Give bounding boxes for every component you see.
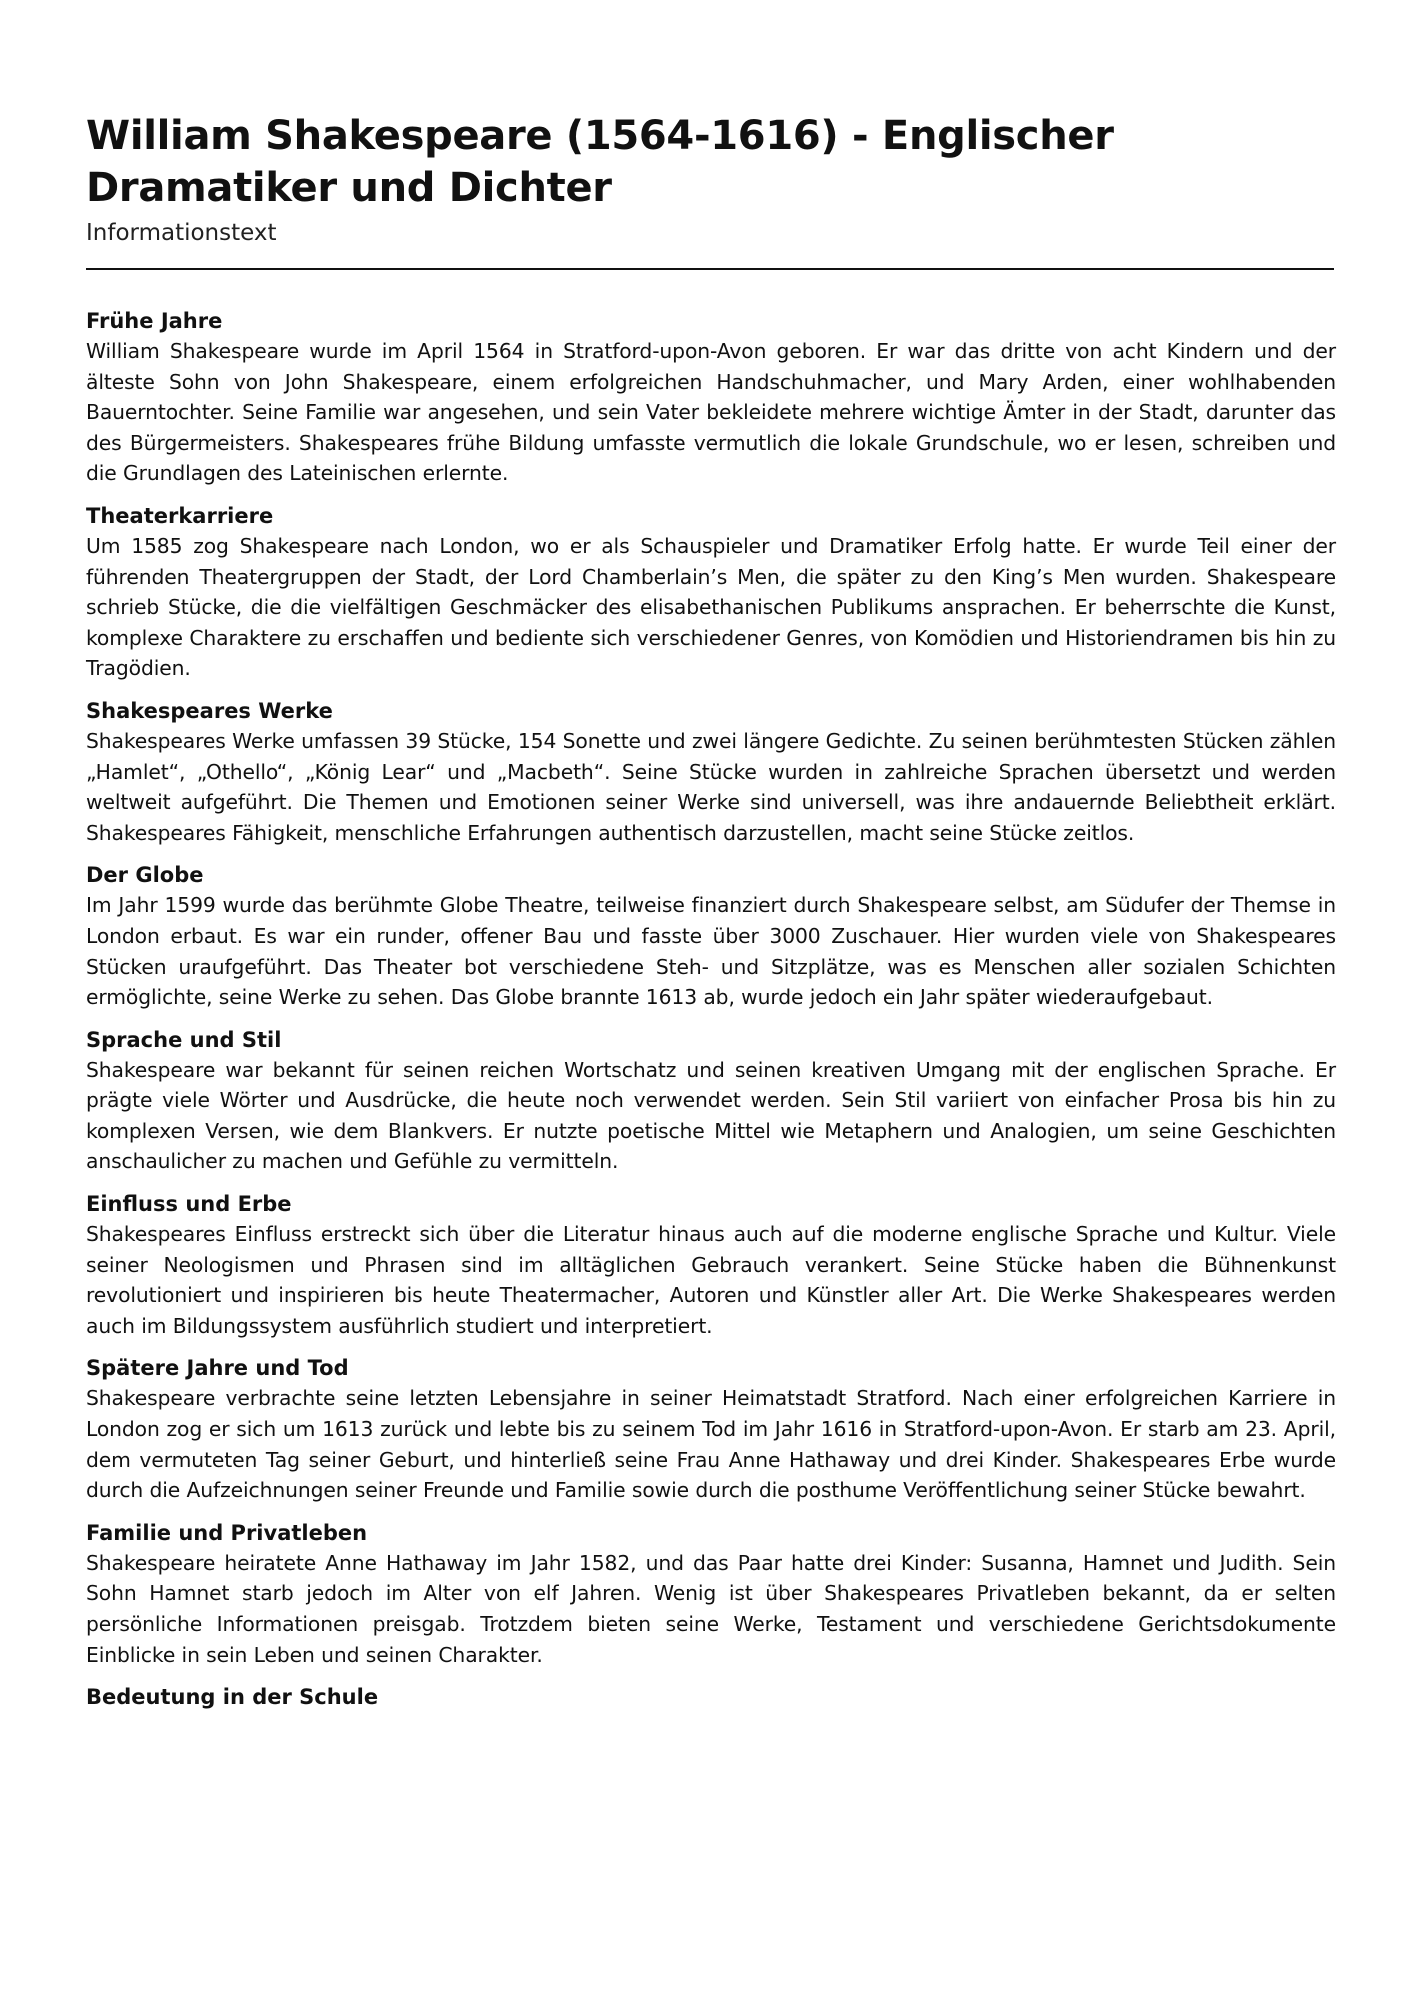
section-heading: Familie und Privatleben [86,1520,368,1545]
title-divider [86,268,1334,270]
section-body: William Shakespeare wurde im April 1564 in Stratford-upon-Avon geboren. Er war das dritte von acht Kindern und der älteste Sohn von John Shakespeare, einem erfolgreichen Handschuhmacher, und Mary Arden, einer wohlhabenden Bauerntochter. Seine Familie war angesehen, und sein Vater bekleidete mehrere wichtige Ämter in der Stadt, darunter das des Bürgermeisters. Shakespeares frühe Bildung umfasste vermutlich die lokale Grundschule, wo er lesen, schreiben und die Grundlagen des Lateinischen erlernte. [86,339,1336,486]
section-heading: Sprache und Stil [86,1027,282,1052]
section-bedeutung-schule [86,1682,1336,1712]
section-globe [86,860,1336,1012]
document-title: William Shakespeare (1564-1616) - Englischer Dramatiker und Dichter [86,113,1114,211]
section-heading: Einfluss und Erbe [86,1192,292,1217]
section-werke [86,696,1336,848]
section-body: Shakespeare verbrachte seine letzten Lebensjahre in seiner Heimatstadt Stratford. Nach einer erfolgreichen Karriere in London zog er sich um 1613 zurück und lebte bis zu seinem Tod im Jahr 1616 in Stratford-upon-Avon. Er starb am 23. April, dem vermuteten Tag seiner Geburt, und hinterließ seine Frau Anne Hathaway und drei Kinder. Shakespeares Erbe wurde durch die Aufzeichnungen seiner Freunde und Familie sowie durch die posthume Veröffentlichung seiner Stücke bewahrt. [86,1386,1336,1503]
section-theaterkarriere [86,501,1336,684]
section-body: Shakespeares Einfluss erstreckt sich über die Literatur hinaus auch auf die moderne englische Sprache und Kultur. Viele seiner Neologismen und Phrasen sind im alltäglichen Gebrauch verankert. Seine Stücke haben die Bühnenkunst revolutioniert und inspirieren bis heute Theatermacher, Autoren und Künstler aller Art. Die Werke Shakespeares werden auch im Bildungssystem ausführlich studiert und interpretiert. [86,1222,1336,1338]
section-body: Im Jahr 1599 wurde das berühmte Globe Theatre, teilweise finanziert durch Shakespeare selbst, am Südufer der Themse in London erbaut. Es war ein runder, offener Bau und fasste über 3000 Zuschauer. Hier wurden viele von Shakespeares Stücken uraufgeführt. Das Theater bot verschiedene Steh- und Sitzplätze, was es Menschen aller sozialen Schichten ermöglichte, seine Werke zu sehen. Das Globe brannte 1613 ab, wurde jedoch ein Jahr später wiederaufgebaut. [86,893,1336,1010]
section-familie [86,1518,1336,1670]
section-heading: Spätere Jahre und Tod [86,1356,349,1381]
section-body: Shakespeare heiratete Anne Hathaway im Jahr 1582, und das Paar hatte drei Kinder: Susanna, Hamnet und Judith. Sein Sohn Hamnet starb jedoch im Alter von elf Jahren. Wenig ist über Shakespeares Privatleben bekannt, da er selten persönliche Informationen preisgab. Trotzdem bieten seine Werke, Testament und verschiedene Gerichtsdokumente Einblicke in sein Leben und seinen Charakter. [86,1550,1336,1667]
section-body: Shakespeare war bekannt für seinen reichen Wortschatz und seinen kreativen Umgang mit der englischen Sprache. Er prägte viele Wörter und Ausdrücke, die heute noch verwendet werden. Sein Stil variiert von einfacher Prosa bis hin zu komplexen Versen, wie dem Blankvers. Er nutzte poetische Mittel wie Metaphern und Analogien, um seine Geschichten anschaulicher zu machen und Gefühle zu vermitteln. [86,1057,1336,1174]
section-body: Shakespeares Werke umfassen 39 Stücke, 154 Sonette und zwei längere Gedichte. Zu seinen berühmtesten Stücken zählen „Hamlet“, „Othello“, „König Lear“ und „Macbeth“. Seine Stücke wurden in zahlreiche Sprachen übersetzt und werden weltweit aufgeführt. Die Themen und Emotionen seiner Werke sind universell, was ihre andauernde Beliebtheit erklärt. Shakespeares Fähigkeit, menschliche Erfahrungen authentisch darzustellen, macht seine Stücke zeitlos. [86,728,1336,845]
section-body: Um 1585 zog Shakespeare nach London, wo er als Schauspieler und Dramatiker Erfolg hatte. Er wurde Teil einer der führenden Theatergruppen der Stadt, der Lord Chamberlain’s Men, die später zu den King’s Men wurden. Shakespeare schrieb Stücke, die die vielfältigen Geschmäcker des elisabethanischen Publikums ansprachen. Er beherrschte die Kunst, komplexe Charaktere zu erschaffen und bediente sich verschiedener Genres, von Komödien und Historiendramen bis hin zu Tragödien. [86,533,1336,681]
section-heading: Bedeutung in der Schule [86,1685,379,1710]
section-heading: Frühe Jahre [86,309,223,333]
section-spaetere-jahre [86,1353,1336,1505]
section-heading: Shakespeares Werke [86,698,333,723]
section-heading: Der Globe [86,863,204,888]
section-sprache-stil [86,1025,1336,1177]
section-heading: Theaterkarriere [86,503,274,528]
section-einfluss-erbe [86,1189,1336,1341]
document-subtitle: Informationstext [86,220,277,246]
document-page [86,110,1336,1724]
section-fruehe-jahre [86,306,1336,489]
